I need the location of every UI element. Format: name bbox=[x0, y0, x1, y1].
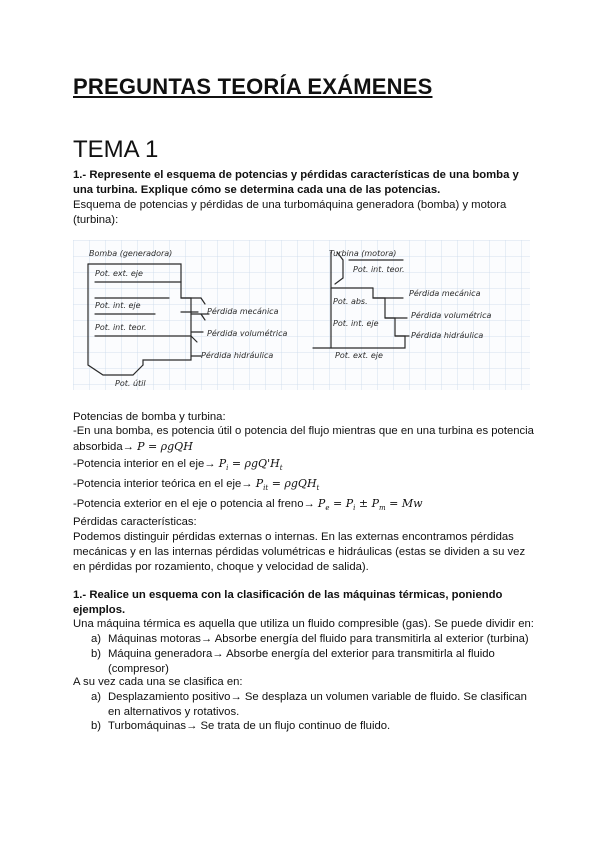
formula-pit: $P_{it} = \rho gQH_t$ bbox=[255, 477, 320, 492]
list-marker: a) bbox=[91, 633, 102, 645]
pump-label-5: Pérdida mecánica bbox=[207, 307, 279, 316]
figure-intro: Esquema de potencias y pérdidas de una turbomáquina generadora (bomba) y motora (turbina): bbox=[73, 199, 507, 226]
turbine-label-4: Pot. ext. eje bbox=[335, 351, 383, 360]
powers-line-4 bbox=[73, 476, 533, 496]
turbine-title: Turbina (motora) bbox=[329, 249, 397, 258]
formula-pi: $P_i = \rho gQ'H_t$ bbox=[218, 457, 283, 472]
thermal-definition: Una máquina térmica es aquella que utiliza un fluido compresible (gas). Se puede dividir en: bbox=[73, 618, 534, 630]
pump-label-7: Pérdida hidráulica bbox=[201, 351, 274, 360]
turbine-label-6: Pérdida volumétrica bbox=[411, 311, 492, 320]
list-text: Máquina generadora→ Absorbe energía del exterior para transmitirla al fluido (compresor) bbox=[108, 648, 495, 675]
turbine-label-5: Pérdida mecánica bbox=[409, 289, 481, 298]
turbine-label-3: Pot. int. teor. bbox=[353, 265, 405, 274]
question-2: 1.- Realice un esquema con la clasificación de las máquinas térmicas, poniendo ejemplos. bbox=[73, 589, 503, 616]
powers-heading: Potencias de bomba y turbina: bbox=[73, 411, 226, 423]
pump-label-4: Pot. útil bbox=[115, 379, 146, 388]
pump-label-6: Pérdida volumétrica bbox=[207, 329, 288, 338]
losses-heading: Pérdidas características: bbox=[73, 516, 197, 528]
section-title: TEMA 1 bbox=[73, 136, 159, 163]
question-1: 1.- Represente el esquema de potencias y pérdidas características de una bomba y una turbina. Explique cómo se determina cada una de las potencias. bbox=[73, 169, 519, 196]
list-marker: a) bbox=[91, 691, 102, 703]
powers-line-1: -En una bomba, es potencia útil o potencia del flujo mientras que en una turbina es potencia bbox=[73, 425, 534, 437]
turbine-label-1: Pot. abs. bbox=[333, 297, 368, 306]
turbine-label-2: Pot. int. eje bbox=[333, 319, 379, 328]
document-title: PREGUNTAS TEORÍA EXÁMENES bbox=[73, 74, 433, 99]
powers-line-5-text: -Potencia exterior en el eje o potencia al freno→ bbox=[73, 498, 315, 510]
list-marker: b) bbox=[91, 720, 102, 732]
powers-line-3 bbox=[73, 456, 533, 476]
pump-label-2: Pot. int. eje bbox=[95, 301, 141, 310]
list-marker: b) bbox=[91, 648, 102, 660]
pump-label-3: Pot. int. teor. bbox=[95, 323, 147, 332]
power-loss-diagram bbox=[73, 240, 530, 390]
powers-line-3-text: -Potencia interior en el eje→ bbox=[73, 458, 216, 470]
turbine-label-7: Pérdida hidráulica bbox=[411, 331, 484, 340]
formula-pe: $P_e = P_i \pm P_m = Mw$ bbox=[317, 497, 423, 512]
subclass-intro: A su vez cada una se clasifica en: bbox=[73, 676, 243, 688]
pump-title: Bomba (generadora) bbox=[89, 249, 173, 258]
formula-p: P = ρgQH bbox=[137, 440, 193, 453]
list-text: Máquinas motoras→ Absorbe energía del fluido para transmitirla al exterior (turbina) bbox=[108, 633, 529, 645]
losses-text: Podemos distinguir pérdidas externas o internas. En las externas encontramos pérdidas mecánicas y en las internas pérdidas volumétricas e hidráulicas (estas se dividen a su vez en pérdidas por rozamiento, choque y velocidad de salida). bbox=[73, 531, 526, 573]
powers-line-4-text: -Potencia interior teórica en el eje→ bbox=[73, 478, 253, 490]
pump-label-1: Pot. ext. eje bbox=[95, 269, 143, 278]
list-text: Turbomáquinas→ Se trata de un flujo continuo de fluido. bbox=[108, 720, 391, 732]
list-text: Desplazamiento positivo→ Se desplaza un volumen variable de fluido. Se clasifican en alternativos y rotativos. bbox=[108, 691, 527, 718]
powers-line-2-text: absorbida→ bbox=[73, 441, 134, 453]
powers-line-2 bbox=[73, 439, 533, 455]
powers-line-5 bbox=[73, 496, 533, 516]
